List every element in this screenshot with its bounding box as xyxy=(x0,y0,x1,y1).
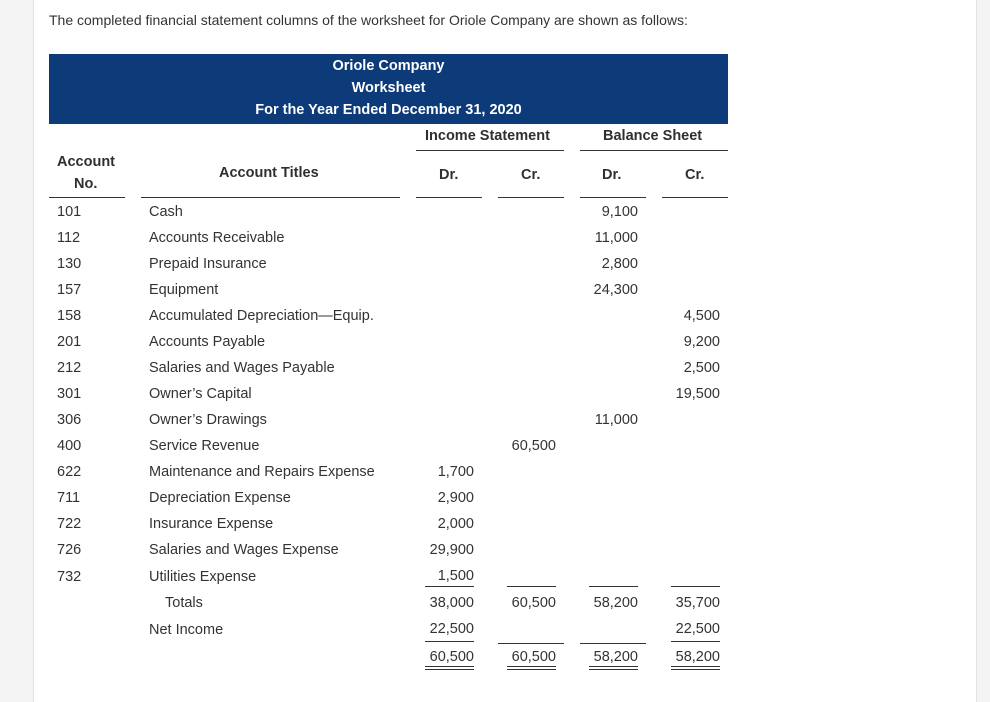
account-title: Equipment xyxy=(149,282,219,298)
totals-bs-cr: 35,700 xyxy=(675,595,720,611)
balance-sheet-header: Balance Sheet xyxy=(603,128,703,144)
account-title: Depreciation Expense xyxy=(149,490,291,506)
bs-cr-value: 2,500 xyxy=(683,360,720,376)
worksheet-banner xyxy=(49,54,728,124)
bs-dr-value: 9,100 xyxy=(601,204,638,220)
is-dr-value: 1,700 xyxy=(437,464,474,480)
totals-bs-dr: 58,200 xyxy=(593,595,638,611)
intro-text: The completed financial statement columns of the worksheet for Oriole Company are shown as follows: xyxy=(49,12,688,28)
balance-sheet-underline xyxy=(580,150,728,151)
is-cr-final-rule xyxy=(498,643,564,644)
is-dr-underline xyxy=(416,197,482,198)
account-title: Accounts Receivable xyxy=(149,230,285,246)
is-cr-underline xyxy=(498,197,564,198)
totals-is-dr: 38,000 xyxy=(429,595,474,611)
worksheet-title: Worksheet xyxy=(351,80,426,96)
account-title: Salaries and Wages Payable xyxy=(149,360,335,376)
account-no: 306 xyxy=(57,412,82,428)
is-dr-final-rule xyxy=(425,641,474,642)
final-is-dr: 60,500 xyxy=(429,649,474,665)
bs-dr-value: 11,000 xyxy=(594,412,638,428)
company-name: Oriole Company xyxy=(332,58,445,74)
account-no: 726 xyxy=(57,542,82,558)
income-statement-header: Income Statement xyxy=(425,128,550,144)
account-title: Cash xyxy=(149,204,183,220)
account-title: Maintenance and Repairs Expense xyxy=(149,464,375,480)
is-dr-value: 1,500 xyxy=(437,568,474,584)
account-no: 212 xyxy=(57,360,82,376)
bs-cr-double-underline xyxy=(671,666,720,670)
account-no: 732 xyxy=(57,569,82,585)
account-no: 711 xyxy=(57,490,81,506)
is-dr-value: 29,900 xyxy=(429,542,474,558)
bs-cr-value: 4,500 xyxy=(683,308,720,324)
is-dr-subtotal-rule xyxy=(425,586,474,587)
is-dr-value: 2,000 xyxy=(437,516,474,532)
bs-cr-value: 19,500 xyxy=(675,386,720,402)
is-cr-double-underline xyxy=(507,666,556,670)
bs-dr-value: 11,000 xyxy=(594,230,638,246)
net-income-label: Net Income xyxy=(149,622,224,638)
bs-cr-header: Cr. xyxy=(685,167,705,183)
account-no: 130 xyxy=(57,256,82,272)
bs-cr-subtotal-rule xyxy=(671,586,720,587)
account-no-header-line2: No. xyxy=(74,176,98,192)
account-no: 722 xyxy=(57,516,82,532)
net-income-is-dr: 22,500 xyxy=(429,621,474,637)
account-no: 157 xyxy=(57,282,82,298)
totals-label: Totals xyxy=(165,595,203,611)
is-dr-value: 2,900 xyxy=(437,490,474,506)
account-no: 101 xyxy=(57,204,82,220)
is-dr-header: Dr. xyxy=(439,167,459,183)
final-bs-dr: 58,200 xyxy=(593,649,638,665)
worksheet-period: For the Year Ended December 31, 2020 xyxy=(255,102,522,118)
bs-cr-underline xyxy=(662,197,728,198)
bs-dr-subtotal-rule xyxy=(589,586,638,587)
account-title: Owner’s Drawings xyxy=(149,412,267,428)
account-no: 158 xyxy=(57,308,82,324)
bs-cr-final-rule xyxy=(671,641,720,642)
account-title: Prepaid Insurance xyxy=(149,256,267,272)
account-no-underline xyxy=(49,197,125,198)
account-no: 201 xyxy=(57,334,82,350)
account-no: 400 xyxy=(57,438,82,454)
is-cr-value: 60,500 xyxy=(511,438,556,454)
bs-dr-underline xyxy=(580,197,646,198)
account-titles-header: Account Titles xyxy=(219,165,319,181)
is-dr-double-underline xyxy=(425,666,474,670)
bs-dr-value: 24,300 xyxy=(593,282,638,298)
bs-dr-value: 2,800 xyxy=(601,256,638,272)
account-no-header-line1: Account xyxy=(57,154,115,170)
account-title: Utilities Expense xyxy=(149,569,257,585)
bs-dr-header: Dr. xyxy=(602,167,622,183)
account-title: Accumulated Depreciation—Equip. xyxy=(149,308,374,324)
is-cr-subtotal-rule xyxy=(507,586,556,587)
account-no: 301 xyxy=(57,386,82,402)
account-title: Insurance Expense xyxy=(149,516,274,532)
final-bs-cr: 58,200 xyxy=(675,649,720,665)
is-cr-header: Cr. xyxy=(521,167,541,183)
final-is-cr: 60,500 xyxy=(511,649,556,665)
account-titles-underline xyxy=(141,197,400,198)
net-income-bs-cr: 22,500 xyxy=(675,621,720,637)
totals-is-cr: 60,500 xyxy=(511,595,556,611)
account-title: Owner’s Capital xyxy=(149,386,252,402)
bs-cr-value: 9,200 xyxy=(683,334,720,350)
income-statement-underline xyxy=(416,150,564,151)
bs-dr-double-underline xyxy=(589,666,638,670)
account-title: Salaries and Wages Expense xyxy=(149,542,339,558)
account-title: Service Revenue xyxy=(149,438,260,454)
account-title: Accounts Payable xyxy=(149,334,266,350)
account-no: 112 xyxy=(57,230,81,246)
bs-dr-final-rule xyxy=(580,643,646,644)
account-no: 622 xyxy=(57,464,82,480)
